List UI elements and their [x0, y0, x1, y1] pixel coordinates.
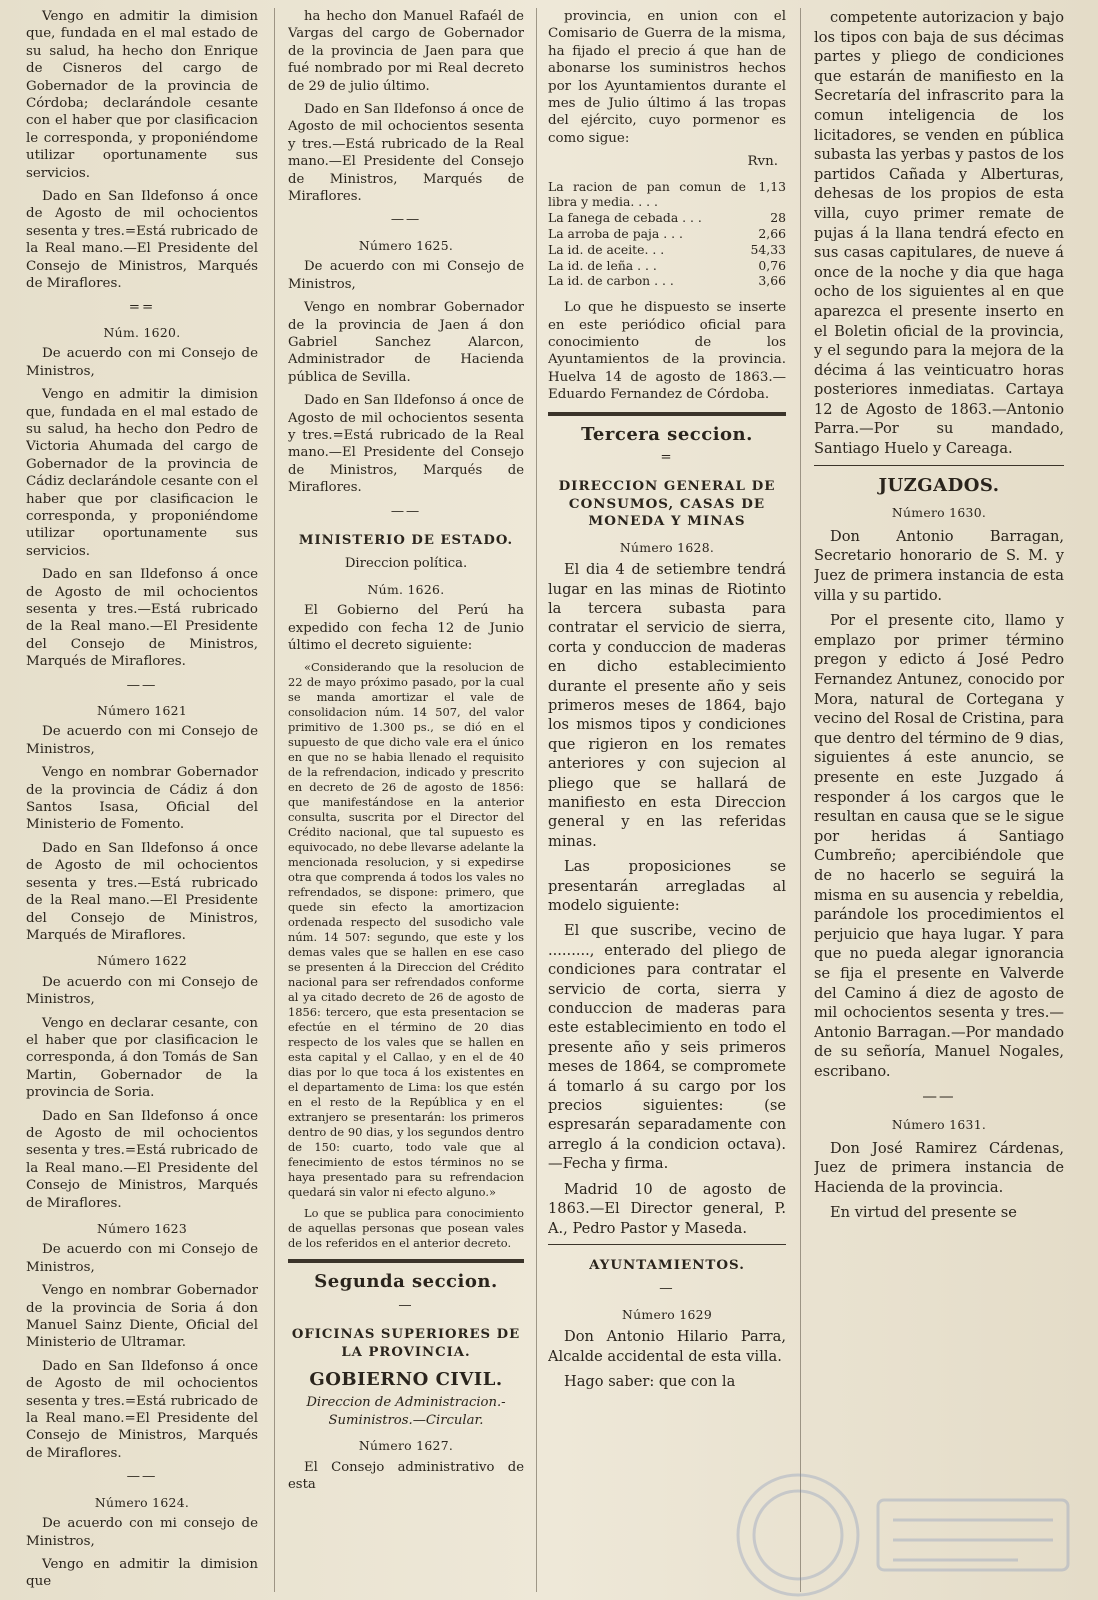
paragraph-small: Lo que se publica para conocimiento de aquellas personas que posean vales de los referidos en el anterior decreto.	[288, 1206, 524, 1251]
paragraph: El Consejo administrativo de esta	[288, 1459, 524, 1493]
paragraph: De acuerdo con mi consejo de Ministros,	[26, 1516, 258, 1549]
price-item-label: La id. de carbon . . .	[548, 273, 674, 289]
price-item-label: La id. de aceite. . .	[548, 241, 665, 257]
price-item-value: 28	[770, 210, 786, 226]
section-heading: MINISTERIO DE ESTADO.	[298, 532, 514, 548]
paragraph-large: Las proposiciones se presentarán arregladas al modelo siguiente:	[548, 858, 786, 915]
paragraph: Don Antonio Barragan, Secretario honorario de S. M. y Juez de primera instancia de esta villa y su partido.	[814, 527, 1064, 604]
paragraph-large: El dia 4 de setiembre tendrá lugar en las minas de Riotinto la tercera subasta para contratar el servicio de sierra, corta y conduccion de maderas en dicho establecimiento durante el presente año y seis primeros meses de 1864, bajo los mismos tipos y condiciones que rigieron en los remates anteriores y con sujecion al pliego que se hallará de manifiesto en esta Direccion general y en las referidas minas.	[548, 561, 786, 850]
column-4	[814, 8, 1064, 1592]
price-item-label: La racion de pan comun de libra y media. . . .	[548, 178, 746, 210]
ornament-separator: =	[660, 450, 674, 466]
paragraph: El Gobierno del Perú ha expedido con fecha 12 de Junio último el decreto siguiente:	[288, 603, 524, 653]
paragraph: De acuerdo con mi Consejo de Ministros,	[26, 1242, 258, 1275]
paragraph: Vengo en admitir la dimision que, fundada en el mal estado de su salud, ha hecho don Enrique de Cisneros del cargo de Gobernador de la provincia de Córdoba; declarándole cesante con el haber que por clasificacion le corresponda, y proponiéndome utilizar oportunamente sus servicios.	[26, 9, 258, 181]
price-row	[548, 210, 786, 226]
column-3-bottom	[548, 299, 786, 1391]
notice-number: Número 1629	[621, 1306, 713, 1322]
column-2	[288, 8, 524, 1592]
paragraph: De acuerdo con mi Consejo de Ministros,	[26, 974, 258, 1008]
column-rule-1	[274, 8, 275, 1592]
price-row	[548, 258, 786, 274]
price-item-value: 3,66	[758, 273, 786, 289]
column-rule-2	[536, 8, 537, 1592]
paragraph-large: Madrid 10 de agosto de 1863.—El Director general, P. A., Pedro Pastor y Maseda.	[548, 1180, 786, 1237]
price-row	[548, 226, 786, 242]
column-1	[26, 8, 258, 1592]
column-rule-3	[800, 8, 801, 1592]
notice-number: Número 1630.	[891, 505, 987, 521]
paragraph: Vengo en nombrar Gobernador de la provincia de Cádiz á don Santos Isasa, Oficial del Ministerio de Fomento.	[26, 765, 258, 833]
ornament-separator: —	[659, 1281, 675, 1297]
paragraph: Vengo en nombrar Gobernador de la provincia de Soria á don Manuel Sainz Diente, Oficial del Ministerio de Ultramar.	[26, 1283, 258, 1351]
paragraph-small: «Considerando que la resolucion de 22 de mayo próximo pasado, por la cual se manda amortizar el vale de consolidacion núm. 14 507, del valor primitivo de 1.300 ps., se dió en el supuesto de que dicho vale era el único en que no se habia llenado el requisito de la refrendacion, indicado y prescrito en decreto de 26 de agosto de 1856: que manifestándose en la anterior consulta, suscrita por el Director del Crédito nacional, que tal supuesto es equivocado, no debe llevarse adelante la mencionada resolucion, y si expedirse otra que comprenda á todos los vales no refrendados, se dispone: primero, que quede sin efecto la amortizacion ordenada respecto del susodicho vale núm. 14 507: segundo, que este y los demas vales que se hallen en ese caso se presenten á la Direccion del Crédito nacional para ser refrendados conforme al ya citado decreto de 26 de agosto de 1856: tercero, que esta presentacion se efectúe en el término de 20 dias respecto de los vales que se hallen en esta capital y el Callao, y en el de 40 dias por lo que toca á los existentes en el departamento de Lima: los que estén en el resto de la República y en el extranjero se presentarán: los primeros dentro de 90 dias, y los segundos dentro de 150: cuarto, todo vale que al fenecimiento de estos términos no se haya presentado para su refrendacion quedará sin valor ni efecto alguno.»	[288, 660, 524, 1200]
price-item-label: La arroba de paja . . .	[548, 226, 683, 242]
paragraph: Vengo en nombrar Gobernador de la provincia de Jaen á don Gabriel Sanchez Alarcon, Administrador de Hacienda pública de Sevilla.	[288, 300, 524, 385]
price-item-value: 54,33	[750, 241, 786, 257]
ornament-separator: ——	[922, 1088, 956, 1106]
notice-number: Número 1627.	[358, 1438, 454, 1454]
paragraph: Dado en San Ildefonso á once de Agosto de mil ochocientos sesenta y tres.=Está rubricado de la Real mano.=El Presidente del Consejo de Ministros, Marqués de Miraflores.	[26, 1358, 258, 1461]
section-heading: DIRECCION GENERAL DE CONSUMOS, CASAS DE MONEDA Y MINAS	[558, 478, 776, 530]
paragraph: De acuerdo con mi Consejo de Ministros,	[26, 724, 258, 757]
section-title: GOBIERNO CIVIL.	[309, 1369, 503, 1391]
paragraph: Vengo en admitir la dimision que	[26, 1556, 258, 1590]
paragraph-large: Don Antonio Hilario Parra, Alcalde accidental de esta villa.	[548, 1328, 786, 1365]
paragraph: Dado en San Ildefonso á once de Agosto de mil ochocientos sesenta y tres.=Está rubricado de la Real mano.—El Presidente del Consejo de Ministros, Marqués de Miraflores.	[288, 393, 524, 496]
paragraph: Vengo en admitir la dimision que, fundada en el mal estado de su salud, ha hecho don Pedro de Victoria Ahumada del cargo de Gobernador de la provincia de Cádiz declarándole cesante con el haber que por clasificacion le corresponda, y proponiéndome utilizar oportunamente sus servicios.	[26, 387, 258, 559]
ornament-separator: ==	[128, 299, 156, 315]
notice-number: Número 1621	[96, 703, 188, 719]
paragraph-large: Hago saber: que con la	[564, 1372, 736, 1390]
section-heading: OFICINAS SUPERIORES DE LA PROVINCIA.	[291, 1327, 521, 1360]
section-rule	[288, 1259, 524, 1263]
price-item-value: 2,66	[758, 226, 786, 242]
paragraph: Dado en San Ildefonso á once de Agosto de mil ochocientos sesenta y tres.=Está rubricado de la Real mano.—El Presidente del Consejo de Ministros, Marqués de Miraflores.	[26, 189, 258, 292]
price-table	[548, 179, 786, 290]
notice-number: Número 1625.	[358, 237, 454, 253]
ornament-separator: —	[398, 1297, 414, 1313]
notice-number: Número 1624.	[94, 1494, 190, 1510]
ornament-separator: ——	[126, 677, 158, 693]
section-rule	[548, 412, 786, 416]
paragraph: Dado en San Ildefonso á once de Agosto de mil ochocientos sesenta y tres.—Está rubricado de la Real mano.—El Presidente del Consejo de Ministros, Marqués de Miraflores.	[26, 840, 258, 943]
paragraph: Don José Ramirez Cárdenas, Juez de primera instancia de Hacienda de la provincia.	[814, 1139, 1064, 1196]
price-item-label: La id. de leña . . .	[548, 257, 657, 273]
paragraph: Dado en san Ildefonso á once de Agosto de mil ochocientos sesenta y tres.—Está rubricado de la Real mano.—El Presidente del Consejo de Ministros, Marqués de Miraflores.	[26, 567, 258, 670]
paragraph: Dado en San Ildefonso á once de Agosto de mil ochocientos sesenta y tres.—Está rubricado de la Real mano.—El Presidente del Consejo de Ministros, Marqués de Miraflores.	[288, 102, 524, 205]
notice-number: Número 1628.	[619, 539, 715, 555]
paragraph: Lo que he dispuesto se inserte en este periódico oficial para conocimiento de los Ayuntamientos de la provincia. Huelva 14 de agosto de 1863.—Eduardo Fernandez de Córdoba.	[548, 300, 786, 403]
column-3-top	[548, 8, 786, 147]
section-title: JUZGADOS.	[878, 474, 1000, 496]
paragraph: provincia, en union con el Comisario de Guerra de la misma, ha fijado el precio á que han de abonarse los suministros hechos por los Ayuntamientos durante el mes de Julio último á las tropas del ejército, cuyo pormenor es como sigue:	[548, 9, 786, 146]
paragraph: Vengo en declarar cesante, con el haber que por clasificacion le corresponda, á don Tomás de San Martin, Gobernador de la provincia de Soria.	[26, 1015, 258, 1101]
paragraph: De acuerdo con mi Consejo de Ministros,	[26, 346, 258, 379]
italic-subheading: Direccion de Administracion.-Suministros.—Circular.	[306, 1395, 506, 1428]
paragraph: En virtud del presente se	[830, 1204, 1017, 1222]
ornament-separator: ——	[126, 1469, 158, 1485]
section-title: Tercera seccion.	[581, 423, 753, 445]
price-row	[548, 179, 786, 211]
price-unit-label: Rvn.	[747, 154, 778, 170]
divider-rule	[548, 1244, 786, 1245]
price-row	[548, 242, 786, 258]
paragraph: Dado en San Ildefonso á once de Agosto de mil ochocientos sesenta y tres.=Está rubricado de la Real mano.—El Presidente del Consejo de Ministros, Marqués de Miraflores.	[26, 1108, 258, 1211]
notice-number: Número 1631.	[891, 1117, 987, 1133]
column-3	[548, 8, 786, 1592]
notice-number: Núm. 1620.	[103, 324, 181, 340]
divider-rule	[814, 465, 1064, 466]
section-title: Segunda seccion.	[314, 1271, 498, 1293]
subheading: Direccion política.	[344, 556, 468, 572]
price-item-value: 1,13	[758, 178, 786, 194]
price-row	[548, 273, 786, 289]
paragraph: Por el presente cito, llamo y emplazo por primer término pregon y edicto á José Pedro Fernandez Antunez, conocido por Mora, natural de Cortegana y vecino del Rosal de Cristina, para que dentro del término de 9 dias, siguientes á este anuncio, se presente en este Juzgado á responder á los cargos que le resultan en causa que se le sigue por heridas á Santiago Cumbreño; apercibiéndole que de no hacerlo se seguirá la misma en su ausencia y rebeldia, parándole los procedimientos el perjuicio que haya lugar. Y para que no pueda alegar ignorancia se fija el presente en Valverde del Camino á diez de agosto de mil ochocientos sesenta y tres.—Antonio Barragan.—Por mandado de su señoría, Manuel Nogales, escribano.	[814, 612, 1064, 1080]
paragraph: ha hecho don Manuel Rafaél de Vargas del cargo de Gobernador de la provincia de Jaen para que fué nombrado por mi Real decreto de 29 de julio último.	[288, 9, 524, 94]
section-heading: AYUNTAMIENTOS.	[589, 1256, 745, 1273]
price-item-label: La fanega de cebada . . .	[548, 210, 702, 226]
library-watermark-stamp	[688, 1440, 1098, 1600]
price-item-value: 0,76	[758, 257, 786, 273]
notice-number: Núm. 1626.	[367, 581, 445, 597]
ornament-separator: ——	[390, 212, 422, 228]
ornament-separator: ——	[390, 503, 422, 519]
paragraph: De acuerdo con mi Consejo de Ministros,	[288, 259, 524, 292]
notice-number: Número 1623	[96, 1221, 188, 1236]
notice-number: Número 1622	[96, 953, 188, 969]
paragraph-large: El que suscribe, vecino de ........., enterado del pliego de condiciones para contratar el servicio de corta, sierra y conduccion de maderas para este establecimiento en todo el presente año y seis primeros meses de 1864, se compromete á tomarlo á su cargo por los precios siguientes: (se espresarán separadamente con arreglo á la condicion octava). —Fecha y firma.	[548, 922, 786, 1173]
paragraph: competente autorizacion y bajo los tipos con baja de sus décimas partes y pliego de condiciones que estarán de manifiesto en la Secretaría del infrascrito para la comun inteligencia de los licitadores, se venden en pública subasta las yerbas y pastos de los partidos Cañada y Alberturas, dehesas de los propios de esta villa, cuyo primer remate de pujas á la llana tendrá efecto en sus casas capitulares, de nueve á once de la noche y dia que haga ocho de los siguientes al en que aparezca el presente inserto en el Boletin oficial de la provincia, y el segundo para la mejora de la décima á las veinticuatro horas posteriores inmediatas. Cartaya 12 de Agosto de 1863.—Antonio Parra.—Por su mandado, Santiago Huelo y Careaga.	[814, 9, 1064, 458]
